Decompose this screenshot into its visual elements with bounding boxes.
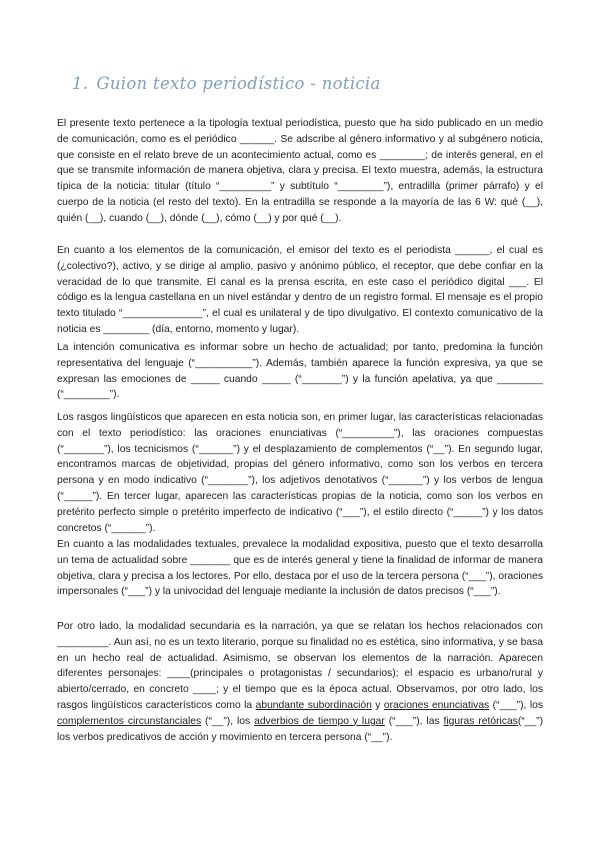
underlined-term: adverbios de tiempo y lugar bbox=[254, 715, 385, 727]
paragraph-text: En cuanto a las modalidades textuales, prevalece la modalidad expositiva, puesto que el texto desarrolla un tema de actualidad sobre _______ que es de interés general y tiene la finalidad de informar de manera objetiva, clara y precisa a los lectores. Por ello, destaca por el uso de la tercera persona (“___”), oraciones impersonales (“___”) y la univocidad del lenguaje mediante la inclusión de datos precisos (“___”). bbox=[57, 539, 543, 598]
paragraph-textual-modalities bbox=[57, 537, 543, 600]
section-number: 1. bbox=[72, 74, 89, 93]
paragraph-text: Por otro lado, la modalidad secundaria es la narración, ya que se relatan los hechos relacionados con _________. Aun así, no es un texto literario, porque su finalidad no es estética, sino informativa, y se basa en un hecho real de actualidad. Asimismo, se observan los elementos de la narración. Aparecen diferentes personajes: ____(principales o protagonistas / secundarios); el espacio es urbano/rural y abierto/cerrado, en concreto ____; y el tiempo que es la época actual. Observamos, por otro lado, los rasgos lingüísticos característicos como la bbox=[57, 621, 543, 711]
paragraph-communication bbox=[57, 243, 543, 338]
paragraph-linguistic-features bbox=[57, 410, 543, 536]
underlined-term: abundante subordinación bbox=[255, 699, 372, 711]
paragraph-text: El presente texto pertenece a la tipología textual periodística, puesto que ha sido publicado en un medio de comunicación, como es el periódico ______. Se adscribe al género informativo y al subgénero noticia, que consiste en el relato breve de un acontecimiento actual, como es ________; de interés general, en el que se transmite información de manera objetiva, clara y precisa. El texto muestra, además, la estructura típica de la noticia: titular (título “_________” y subtítulo “________”), entradilla (primer párrafo) y el cuerpo de la noticia (el resto del texto). En la entradilla se responde a la mayoría de las 6 W: qué (__), quién (__), cuando (__), dónde (__), cómo (__) y por qué (__). bbox=[57, 118, 543, 224]
paragraph-text: En cuanto a los elementos de la comunicación, el emisor del texto es el periodista ______, el cual es (¿colectivo?), activo, y se dirige al amplio, pasivo y anónimo público, el receptor, que debe confiar en la veracidad de lo que transmite. El canal es la prensa escrita, en este caso el periódico digital ___. El código es la lengua castellana en un nivel estándar y dentro de un registro formal. El mensaje es el propio texto titulado “______________”, el cual es unilateral y de tipo divulgativo. El contexto comunicativo de la noticia es ________ (día, entorno, momento y lugar). bbox=[57, 245, 543, 335]
paragraph-intro bbox=[57, 116, 543, 227]
paragraph-text: (“___”), las bbox=[384, 715, 444, 727]
paragraph-text: Los rasgos lingüísticos que aparecen en esta noticia son, en primer lugar, las características relacionadas con el texto periodístico: las oraciones enunciativas (“_________”), las oraciones compuestas (“_______”), los tecnicismos (“______”) y el desplazamiento de complementos (“__”). En segundo lugar, encontramos marcas de objetividad, propias del género informativo, como son los verbos en tercera persona y en modo indicativo (“_______”), los adjetivos denotativos (“______”) y los verbos de lengua (“_____”). En tercer lugar, aparecen las características propias de la noticia, como son los verbos en pretérito perfecto simple o pretérito imperfecto de indicativo (“___”), el estilo directo (“_____”) y los datos concretos (“______”). bbox=[57, 412, 543, 534]
paragraph-narration bbox=[57, 619, 543, 745]
underlined-term: oraciones enunciativas bbox=[383, 699, 490, 711]
section-heading bbox=[72, 74, 381, 93]
underlined-term: figuras retóricas bbox=[443, 715, 518, 727]
paragraph-text: y bbox=[371, 699, 384, 711]
section-title: Guion texto periodístico - noticia bbox=[96, 74, 381, 93]
underlined-term: complementos circunstanciales bbox=[57, 715, 202, 727]
paragraph-text: (“__”) los verbos predicativos de acción y movimiento en tercera persona (“__”). bbox=[57, 715, 543, 743]
paragraph-text: La intención comunicativa es informar sobre un hecho de actualidad; por tanto, predomina la función representativa del lenguaje (“__________”). Además, también aparece la función expresiva, ya que se expresan las emociones de _____ cuando _____ (“_______”) y la función apelativa, ya que ________ (“________”). bbox=[57, 342, 543, 401]
paragraph-text: (“___”), los bbox=[489, 699, 543, 711]
paragraph-intention bbox=[57, 340, 543, 403]
paragraph-text: (“__”), los bbox=[201, 715, 255, 727]
